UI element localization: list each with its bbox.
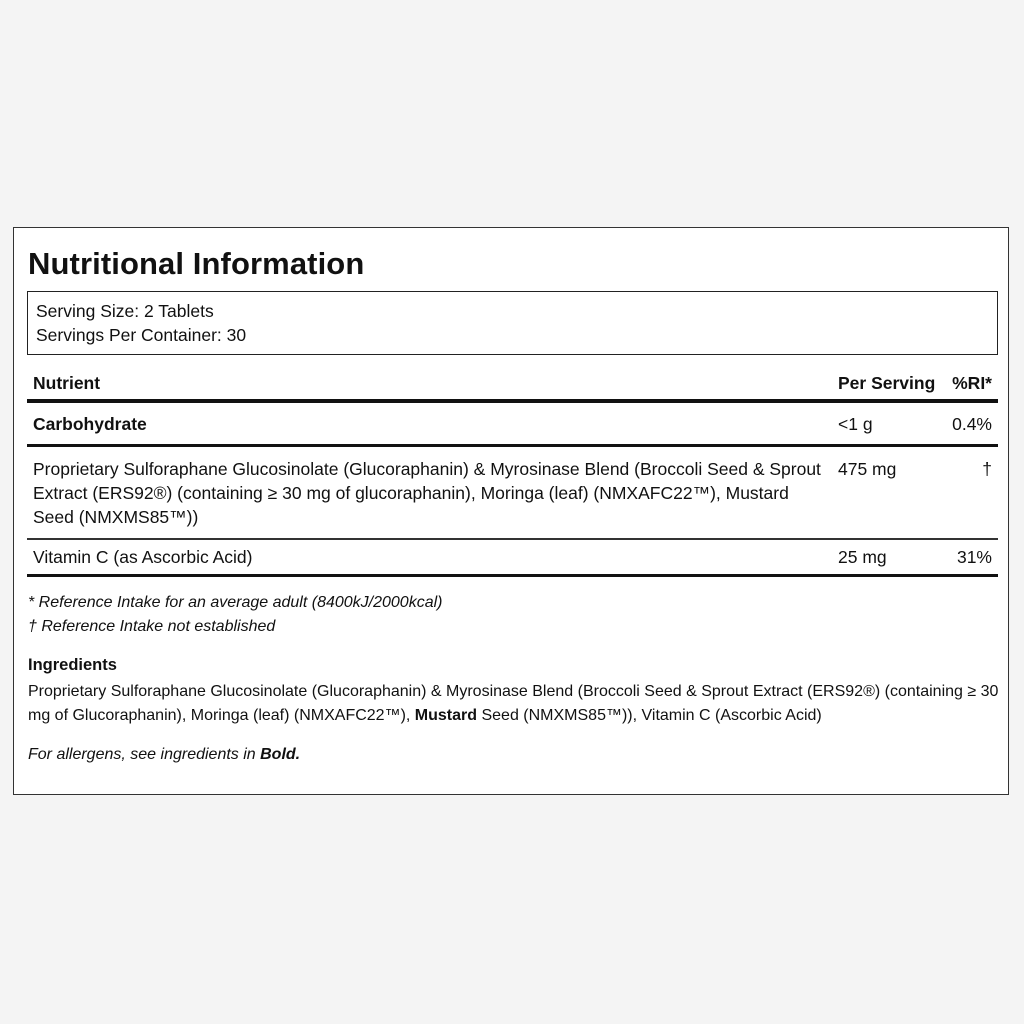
ingredients-text-part: Seed (NMXMS85™)), Vitamin C (Ascorbic Acid) (477, 706, 822, 724)
ingredients-text-part: Proprietary Sulforaphane Glucosinolate (Glucoraphanin) & Myrosinase Blend (Broccoli Seed & Sprout Extract (ERS92®) (containing ≥ 30 mg of Glucoraphanin), Moringa (leaf) (NMXAFC22™), (28, 683, 999, 724)
ri-value: 31% (956, 546, 992, 567)
table-bottom-divider (27, 574, 998, 578)
header-nutrient: Nutrient (33, 373, 101, 393)
allergen-note (28, 743, 300, 767)
serving-info-box (27, 291, 998, 355)
serving-size: Serving Size: 2 Tablets (36, 301, 214, 321)
footnote-ri: * Reference Intake for an average adult (8400kJ/2000kcal) (28, 594, 443, 611)
allergen-note-bold: Bold. (260, 746, 301, 763)
header-per-serving: Per Serving (838, 373, 936, 393)
nutrient-name: Proprietary Sulforaphane Glucosinolate (Glucoraphanin) & Myrosinase Blend (Broccoli Seed & Sprout Extract (ERS92®) (containing ≥ 30 mg of glucoraphanin), Moringa (leaf) (NMXAFC22™), Mustard Seed (NMXMS85™)) (33, 459, 821, 527)
nutrient-table (27, 363, 998, 577)
per-serving-value: <1 g (838, 413, 873, 434)
ri-value: 0.4% (952, 413, 992, 434)
nutrition-panel (13, 227, 1009, 795)
table-row (27, 447, 998, 538)
footnotes (28, 591, 442, 638)
footnote-not-established: † Reference Intake not established (28, 617, 276, 635)
table-row (27, 403, 998, 444)
header-ri: %RI* (952, 373, 992, 393)
servings-per-container: Servings Per Container: 30 (36, 325, 247, 345)
allergen-note-text: For allergens, see ingredients in (28, 746, 261, 763)
ingredients-title: Ingredients (28, 656, 117, 674)
per-serving-value: 475 mg (838, 459, 897, 479)
ri-value: † (982, 459, 992, 479)
page-title: Nutritional Information (28, 246, 365, 281)
table-row (27, 540, 998, 574)
table-header-row (27, 363, 998, 399)
nutrient-name: Vitamin C (as Ascorbic Acid) (33, 546, 253, 567)
nutrient-name: Carbohydrate (33, 413, 147, 434)
per-serving-value: 25 mg (838, 546, 887, 567)
allergen-ingredient: Mustard (414, 706, 478, 724)
ingredients-text (28, 680, 1003, 727)
